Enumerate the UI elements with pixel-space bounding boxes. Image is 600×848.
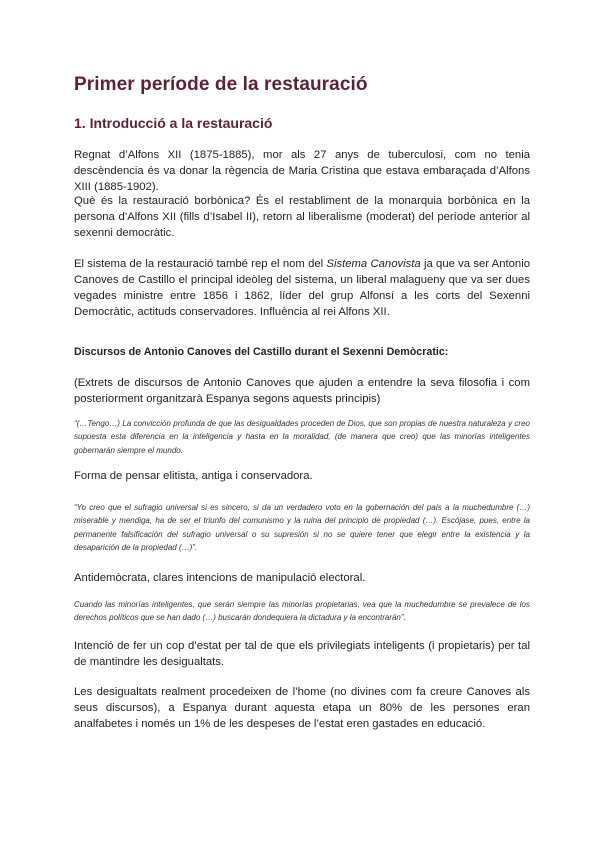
- closing-paragraph: Les desigualtats realment procedeixen de l’home (no divines com fa creure Canoves als seus discursos), a Espanya durant aquesta etapa un 80% de les persones eran analfabetes i només un 1% de les despeses de l’estat eren gastades en educació.: [74, 686, 530, 730]
- question-paragraph: Què és la restauració borbònica? És el restabliment de la monarquia borbònica en la persona d’Alfons XII (fills d’Isabel II), retorn al liberalisme (moderat) del període anterior al sexenni democràtic.: [74, 195, 530, 239]
- quote-3: Cuando las minorías inteligentes, que serán siempre las minorías propietarias, vea que la muchedumbre se prevalece de los derechos políticos que se han dado (…) buscarán dondequiera la dictadura y la encontrarán”.: [74, 600, 530, 623]
- section-heading: 1. Introducció a la restauració: [74, 115, 273, 131]
- comment-1: Forma de pensar elitista, antiga i conservadora.: [74, 470, 313, 482]
- system-name-emphasis: Sistema Canovista: [326, 258, 421, 270]
- system-text-start: El sistema de la restauració també rep el nom del: [74, 258, 327, 270]
- speeches-heading: Discursos de Antonio Canoves del Castillo durant el Sexenni Demòcratic:: [74, 346, 449, 358]
- quote-1: “(…Tengo…) La convicción profunda de que las desigualdades proceden de Dios, que son propias de nuestra naturaleza y creo supuesta esta diferencia en la inteligencia y hasta en la moralidad, (de manera que creo) que las minorías inteligentes gobernarán siempre el mundo.: [74, 419, 530, 455]
- intro-paragraph: Regnat d’Alfons XII (1875-1885), mor als 27 anys de tuberculosi, com no tenia descèndencia és va donar la règencia de Maria Cristina que estava embaraçada d’Alfons XIII (1885-1902).: [74, 149, 530, 193]
- system-text-end: ja que va ser Antonio Canoves de Castillo el principal ideòleg del sistema, un liberal malagueny que va ser dues vegades ministre entre 1856 i 1862, líder del grup Alfonsí a les corts del Sexenni Democràtic, actituds conservadores. Influència al rei Alfons XII.: [74, 258, 530, 318]
- comment-3: Intenció de fer un cop d’estat per tal de que els privilegiats inteligents (i propietaris) per tal de mantindre les desigualtats.: [74, 640, 530, 668]
- system-paragraph: [74, 256, 530, 320]
- page-title: Primer període de la restauració: [74, 74, 368, 95]
- speeches-intro: (Extrets de discursos de Antonio Canoves que ajuden a entendre la seva filosofia i com posteriorment organitzarà Espanya segons aquests principis): [74, 377, 530, 405]
- comment-2: Antidemòcrata, clares intencions de manipulació electoral.: [74, 572, 366, 584]
- quote-2: “Yo creo que el sufragio universal si es sincero, si da un verdadero voto en la gobernación del país a la muchedumbre (…) miserable y mendiga, ha de ser el triunfo del comunismo y la ruina del principio de propiedad (…). Escójase, pues, entre la permanente falsificación del sufragio universal o su supresión si no se quiere tener que elegir entre la existencia y la desaparición de la propiedad (…)”.: [74, 503, 530, 552]
